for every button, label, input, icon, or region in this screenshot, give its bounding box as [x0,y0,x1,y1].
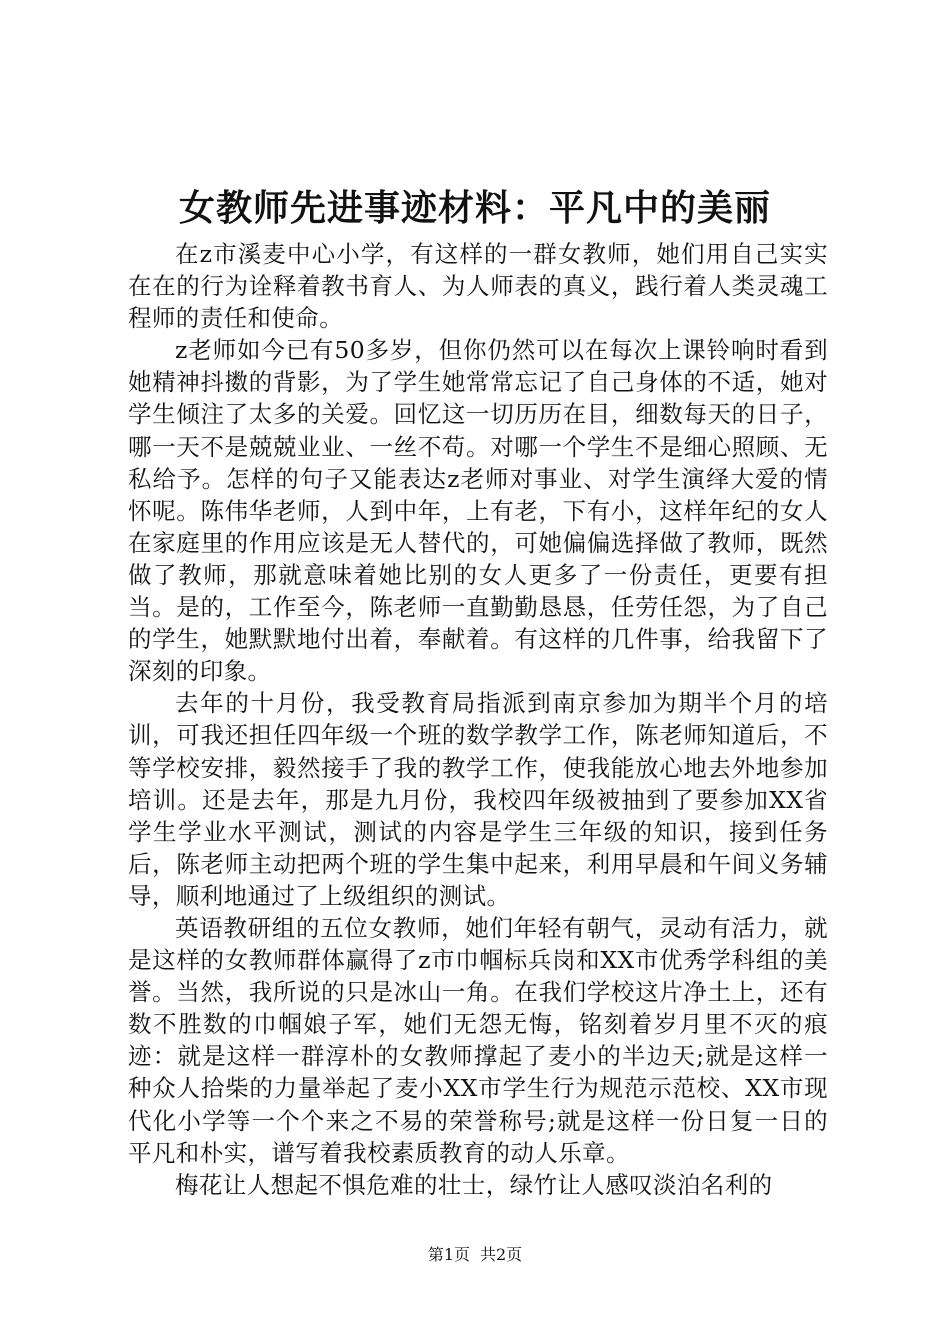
paragraph: z老师如今已有50多岁，但你仍然可以在每次上课铃响时看到她精神抖擞的背影，为了学生她常常忘记了自己身体的不适，她对学生倾注了太多的关爱。回忆这一切历历在目，细数每天的日子，哪一天不是兢兢业业、一丝不苟。对哪一个学生不是细心照顾、无私给予。怎样的句子又能表达z老师对事业、对学生演绎大爱的情怀呢。陈伟华老师，人到中年，上有老，下有小，这样年纪的女人在家庭里的作用应该是无人替代的，可她偏偏选择做了教师，既然做了教师，那就意味着她比别的女人更多了一份责任，更要有担当。是的，工作至今，陈老师一直勤勤恳恳，任劳任怨，为了自己的学生，她默默地付出着，奉献着。有这样的几件事，给我留下了深刻的印象。 [128,336,828,686]
paragraph: 梅花让人想起不惧危难的壮士，绿竹让人感叹淡泊名利的 [175,1170,773,1199]
paragraph: 去年的十月份，我受教育局指派到南京参加为期半个月的培训，可我还担任四年级一个班的数学教学工作，陈老师知道后，不等学校安排，毅然接手了我的教学工作，使我能放心地去外地参加培训。还是去年，那是九月份，我校四年级被抽到了要参加XX省学生学业水平测试，测试的内容是学生三年级的知识，接到任务后，陈老师主动把两个班的学生集中起来，利用早晨和午间义务辅导，顺利地通过了上级组织的测试。 [128,689,828,910]
document-body [128,238,828,1201]
page-number: 第1页 [427,1245,470,1264]
document-title: 女教师先进事迹材料：平凡中的美丽 [178,187,771,229]
paragraph: 在z市溪麦中心小学，有这样的一群女教师，她们用自己实实在在的行为诠释着教书育人、为人师表的真义，践行着人类灵魂工程师的责任和使命。 [128,240,828,333]
page-total: 共2页 [480,1245,523,1264]
page-footer [0,1244,950,1266]
paragraph: 英语教研组的五位女教师，她们年轻有朝气，灵动有活力，就是这样的女教师群体赢得了z市巾帼标兵岗和XX市优秀学科组的美誉。当然，我所说的只是冰山一角。在我们学校这片净土上，还有数不胜数的巾帼娘子军，她们无怨无悔，铭刻着岁月里不灭的痕迹：就是这样一群淳朴的女教师撑起了麦小的半边天;就是这样一种众人拾柴的力量举起了麦小XX市学生行为规范示范校、XX市现代化小学等一个个来之不易的荣誉称号;就是这样一份日复一日的平凡和朴实，谱写着我校素质教育的动人乐章。 [128,913,828,1167]
